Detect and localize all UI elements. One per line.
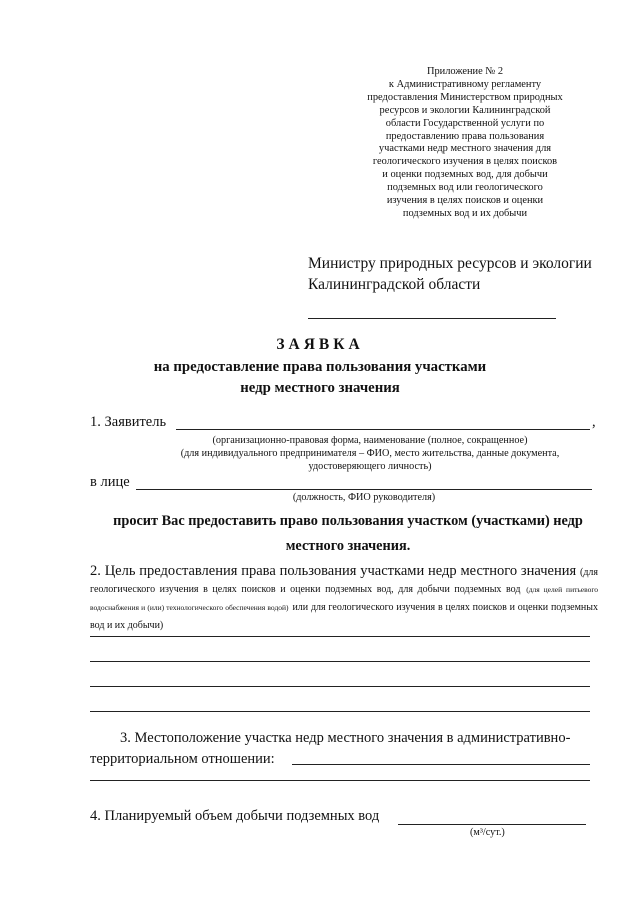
request-statement-line2: местного значения. [285, 538, 411, 554]
document-subtitle: на предоставление права пользования участками недр местного значения [153, 359, 487, 396]
applicant-input-line[interactable] [176, 429, 590, 430]
volume-input-line[interactable] [398, 824, 586, 825]
representative-input-line[interactable] [136, 489, 592, 490]
addressee-signature-line[interactable] [308, 318, 556, 319]
location-label: 3. Местоположение участка недр местного значения в административно-территориальном отношении: [90, 730, 571, 767]
purpose-hint-a: (для геологического изучения в целях поисков и оценки подземных вод, для добычи подземных вод [90, 567, 598, 595]
purpose-input-line-2[interactable] [90, 661, 590, 662]
purpose-hint-b: (для целей питьевого водоснабжения и (или) технологического обеспечения водой) [90, 585, 598, 612]
applicant-hint: (организационно-правовая форма, наименование (полное, сокращенное) (для индивидуального предпринимателя – ФИО, место жительства, данные документа, удостоверяющего личность) [180, 435, 560, 472]
request-statement-line1: просит Вас предоставить право пользования участком (участками) недр [113, 513, 583, 529]
purpose-input-line-4[interactable] [90, 711, 590, 712]
purpose-paragraph [90, 563, 598, 633]
location-input-line-2[interactable] [90, 780, 590, 781]
purpose-hint-c: или для геологического изучения в целях поисков и оценки подземных вод и их добычи) [90, 602, 599, 631]
volume-label: 4. Планируемый объем добычи подземных вод [90, 808, 380, 824]
purpose-label: 2. Цель предоставления права пользования участками недр местного значения [90, 563, 577, 579]
representative-hint: (должность, ФИО руководителя) [292, 492, 436, 503]
applicant-label: 1. Заявитель [90, 414, 167, 430]
location-input-line-1[interactable] [292, 764, 590, 765]
addressee: Министру природных ресурсов и экологии Калининградской области [308, 255, 592, 293]
document-title: ЗАЯВКА [276, 336, 364, 353]
volume-unit: (м³/сут.) [470, 827, 505, 838]
purpose-input-line-1[interactable] [90, 636, 590, 637]
appendix-note: Приложение № 2 к Административному регламенту предоставления Министерством природных ресурсов и экологии Калининградской области Государственной услуги по предоставлению права пользования участками недр местного значения для геологического изучения в целях поисков и оценки подземных вод, для добычи подземных вод или геологического изучения в целях поисков и оценки подземных вод и их добычи [367, 66, 563, 219]
purpose-input-line-3[interactable] [90, 686, 590, 687]
applicant-trailing-comma: , [592, 414, 596, 430]
representative-label: в лице [90, 474, 130, 490]
